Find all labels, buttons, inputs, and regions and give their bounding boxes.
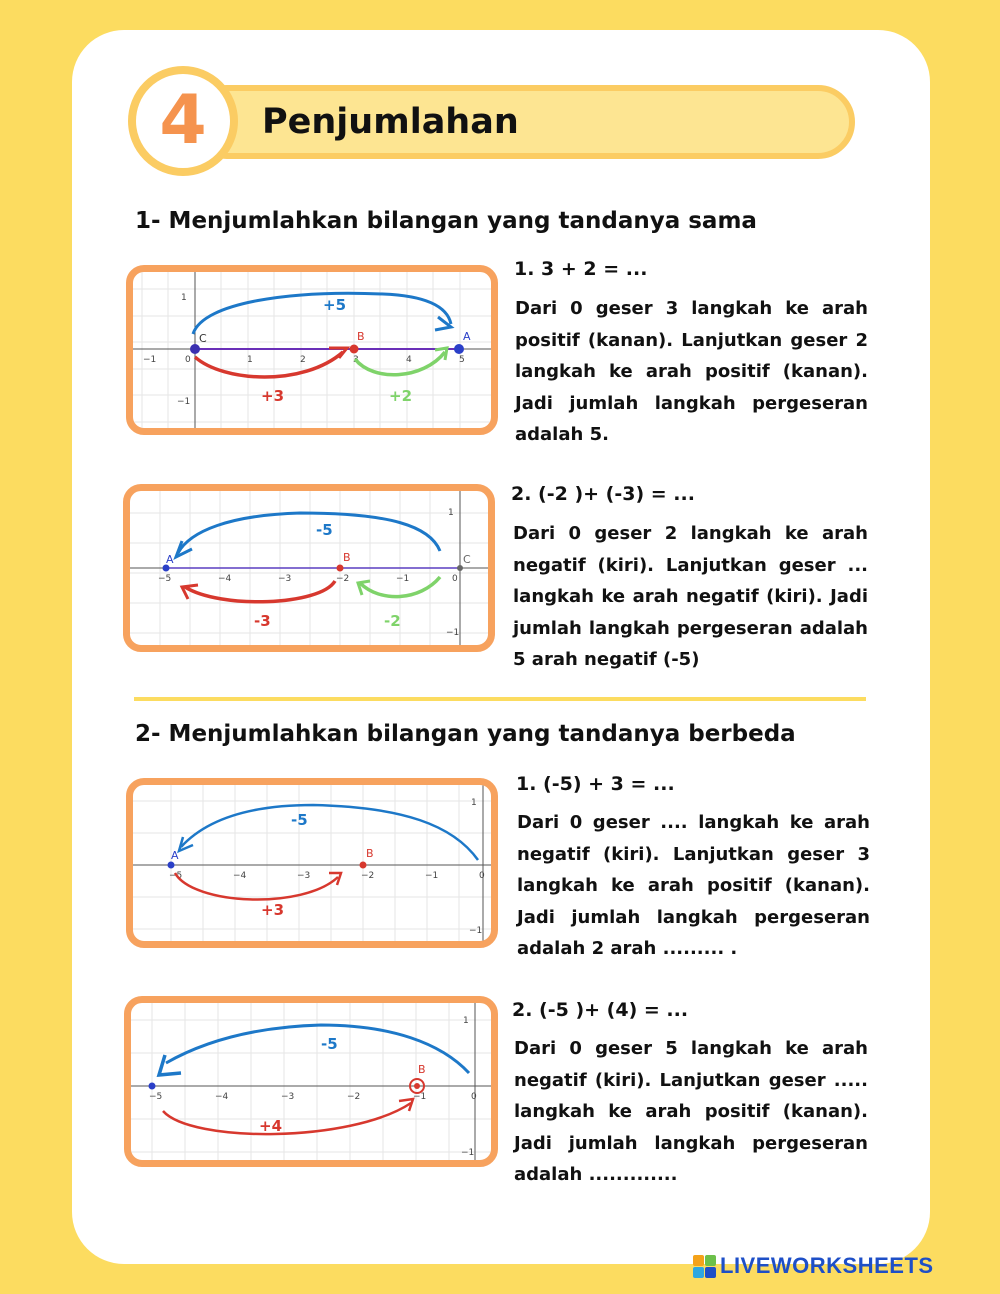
tick-label: −3 bbox=[278, 574, 292, 584]
number-line-graph-1 bbox=[126, 265, 498, 435]
arrow-first-label: -2 bbox=[384, 612, 401, 630]
tick-label: −3 bbox=[281, 1092, 295, 1102]
liveworksheets-logo bbox=[693, 1253, 934, 1279]
y-tick-label: 1 bbox=[448, 508, 454, 518]
tick-label: −1 bbox=[396, 574, 410, 584]
tick-label: 2 bbox=[300, 355, 306, 365]
tick-label: −1 bbox=[425, 871, 439, 881]
arrow-second-label: +4 bbox=[259, 1117, 283, 1135]
number-line-graph-2 bbox=[123, 484, 495, 652]
tick-label: 3 bbox=[353, 355, 359, 365]
tick-label: −4 bbox=[215, 1092, 229, 1102]
question-2-1-title: 1. (-5) + 3 = ... bbox=[516, 773, 675, 795]
tick-label: −1 bbox=[413, 1092, 427, 1102]
arrow-second-label: -3 bbox=[254, 612, 271, 630]
tick-label: −4 bbox=[218, 574, 232, 584]
arrow-total-label: -5 bbox=[321, 1035, 338, 1053]
tick-label: 0 bbox=[452, 574, 458, 584]
page-title: Penjumlahan bbox=[262, 102, 519, 142]
arrow-second-label: +3 bbox=[261, 901, 285, 919]
y-tick-label: −1 bbox=[461, 1148, 475, 1158]
point-a-label: A bbox=[166, 553, 174, 566]
tick-label: 4 bbox=[406, 355, 412, 365]
tick-label: 1 bbox=[247, 355, 253, 365]
tick-label: −2 bbox=[347, 1092, 361, 1102]
point-b-label: B bbox=[366, 847, 374, 860]
number-line-graph-4 bbox=[124, 996, 498, 1167]
point-b-label: B bbox=[343, 551, 351, 564]
logo-text: LIVEWORKSHEETS bbox=[720, 1253, 934, 1278]
arrow-total-label: +5 bbox=[323, 296, 347, 314]
tick-label: −1 bbox=[143, 355, 157, 365]
point-c-label: C bbox=[463, 553, 471, 566]
arrow-second bbox=[175, 873, 338, 899]
question-2-2-title: 2. (-5 )+ (4) = ... bbox=[512, 999, 689, 1021]
point-b-label: B bbox=[418, 1063, 426, 1076]
point-a bbox=[454, 344, 464, 354]
point-a-label: A bbox=[171, 849, 179, 862]
y-tick-label: −1 bbox=[177, 397, 191, 407]
tick-label: 5 bbox=[459, 355, 465, 365]
y-tick-label: 1 bbox=[463, 1016, 469, 1026]
point-b bbox=[350, 345, 359, 354]
section-1-title: 1- Menjumlahkan bilangan yang tandanya sama bbox=[135, 208, 757, 234]
graph-4-svg bbox=[131, 1003, 491, 1160]
arrow-second bbox=[355, 352, 445, 375]
arrow-total bbox=[178, 513, 440, 553]
tick-label: −3 bbox=[297, 871, 311, 881]
arrow-total-label: -5 bbox=[291, 811, 308, 829]
question-1-1-title: 1. 3 + 2 = ... bbox=[514, 258, 648, 280]
tick-label: −4 bbox=[233, 871, 247, 881]
section-2-title: 2- Menjumlahkan bilangan yang tandanya berbeda bbox=[135, 721, 796, 747]
point-c bbox=[190, 344, 200, 354]
y-tick-label: 1 bbox=[181, 293, 187, 303]
arrow-second bbox=[185, 581, 335, 602]
question-1-1-body: Dari 0 geser 3 langkah ke arah positif (kanan). Lanjutkan geser 2 langkah ke arah positif (kanan). Jadi jumlah langkah pergeseran adalah 5. bbox=[515, 298, 868, 445]
point-c-label: C bbox=[199, 332, 207, 345]
arrow-second-label: +2 bbox=[389, 387, 413, 405]
tick-label: −5 bbox=[158, 574, 172, 584]
graph-2-svg bbox=[130, 491, 488, 645]
tick-label: 0 bbox=[479, 871, 485, 881]
point-a bbox=[149, 1083, 156, 1090]
arrow-first-label: +3 bbox=[261, 387, 285, 405]
y-tick-label: 1 bbox=[471, 798, 477, 808]
question-1-2-body: Dari 0 geser 2 langkah ke arah negatif (kiri). Lanjutkan geser ... langkah ke arah negatif (kiri). Jadi jumlah langkah pergeseran adalah 5 arah negatif (-5) bbox=[513, 523, 868, 670]
question-1-2-title: 2. (-2 )+ (-3) = ... bbox=[511, 483, 695, 505]
arrow-first bbox=[195, 352, 343, 377]
y-tick-label: −1 bbox=[469, 926, 483, 936]
question-2-2-body: Dari 0 geser 5 langkah ke arah negatif (kiri). Lanjutkan geser ..... langkah ke arah positif (kanan). Jadi jumlah langkah pergeseran adalah ............. bbox=[514, 1038, 868, 1185]
point-a-label: A bbox=[463, 330, 471, 343]
tick-label: 0 bbox=[185, 355, 191, 365]
arrow-total-label: -5 bbox=[316, 521, 333, 539]
point-a bbox=[168, 862, 175, 869]
point-b bbox=[414, 1083, 420, 1089]
number-line-graph-3 bbox=[126, 778, 498, 948]
tick-label: −2 bbox=[361, 871, 375, 881]
point-b bbox=[360, 862, 367, 869]
arrow-total bbox=[193, 293, 451, 334]
point-b-label: B bbox=[357, 330, 365, 343]
question-2-1-body: Dari 0 geser .... langkah ke arah negatif (kiri). Lanjutkan geser 3 langkah ke arah positif (kanan). Jadi jumlah langkah pergeseran adalah 2 arah ......... . bbox=[517, 812, 870, 959]
tick-label: 0 bbox=[471, 1092, 477, 1102]
lesson-number-badge bbox=[128, 66, 238, 176]
y-tick-label: −1 bbox=[446, 628, 460, 638]
point-b bbox=[337, 565, 344, 572]
graph-3-svg bbox=[133, 785, 491, 941]
logo-icon bbox=[693, 1255, 716, 1278]
tick-label: −5 bbox=[149, 1092, 163, 1102]
lesson-number: 4 bbox=[159, 81, 207, 160]
tick-label: −2 bbox=[336, 574, 350, 584]
section-divider bbox=[134, 697, 866, 701]
graph-1-svg bbox=[133, 272, 491, 428]
tick-label: −5 bbox=[169, 871, 183, 881]
